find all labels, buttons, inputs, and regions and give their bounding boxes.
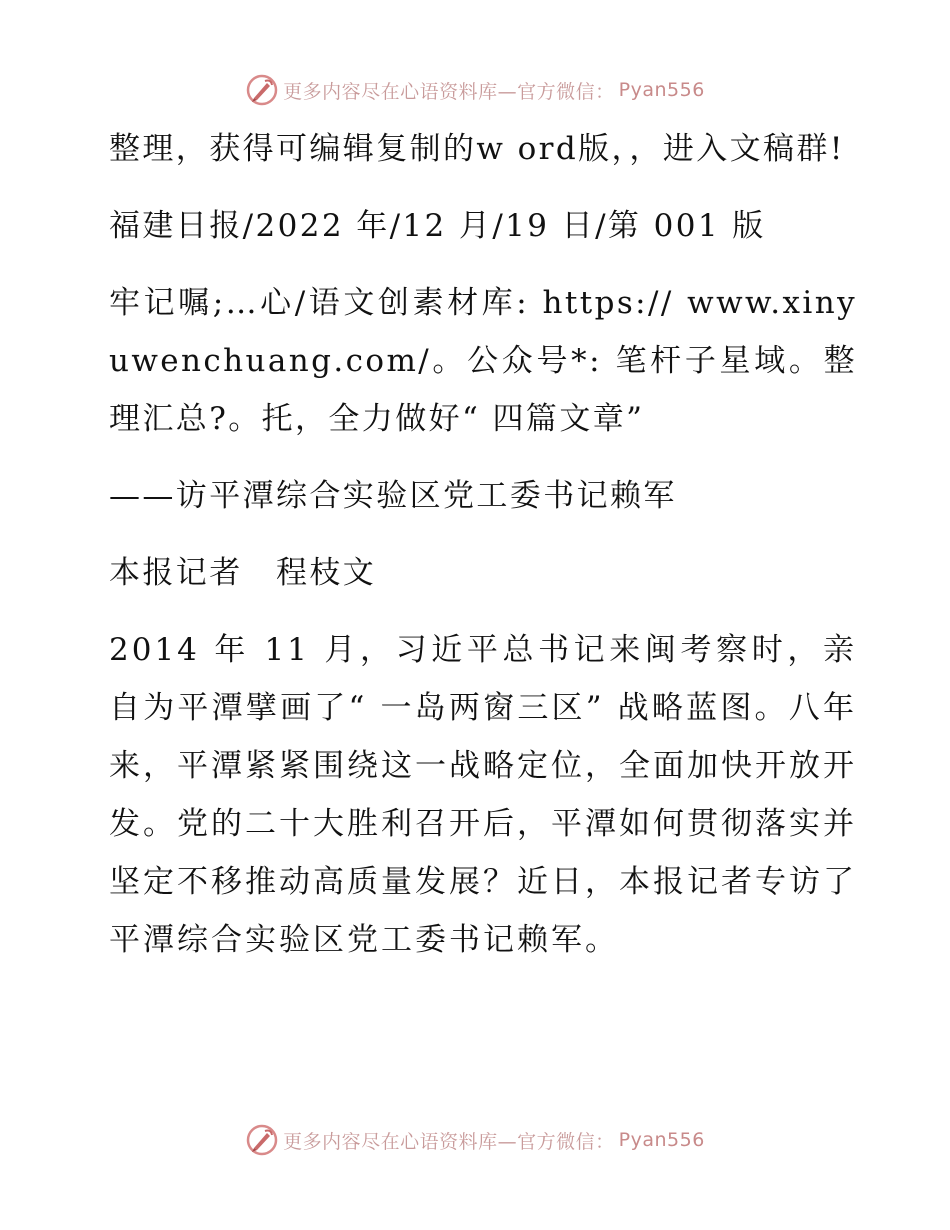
- header-watermark: [0, 70, 950, 110]
- pen-quill-logo-icon: [245, 1123, 279, 1157]
- watermark-wechat-id: Pyan556: [618, 79, 705, 101]
- watermark-wechat-id: Pyan556: [618, 1129, 705, 1151]
- document-body: [97, 120, 857, 988]
- paragraph-subtitle: ——访平潭综合实验区党工委书记赖军: [109, 478, 677, 514]
- paragraph-title: 牢记嘱;…心/语文创素材库: https:// www.xinyuwenchuang.com/。公众号*: 笔杆子星域。整理汇总?。托，全力做好“ 四篇文章”: [109, 285, 857, 437]
- paragraph-source-line: 福建日报/2022 年/12 月/19 日/第 001 版: [109, 208, 766, 244]
- paragraph-lead: 2014 年 11 月，习近平总书记来闽考察时，亲自为平潭擘画了“ 一岛两窗三区” 战略蓝图。八年来，平潭紧紧围绕这一战略定位，全面加快开放开发。党的二十大胜利召开后，平潭如何贯彻落实并坚定不移推动高质量发展？近日，本报记者专访了平潭综合实验区党工委书记赖军。: [109, 632, 857, 958]
- footer-watermark: [0, 1120, 950, 1160]
- watermark-text: 更多内容尽在心语资料库—官方微信：: [283, 80, 615, 103]
- watermark-text: 更多内容尽在心语资料库—官方微信：: [283, 1130, 615, 1153]
- paragraph-intro: 整理，获得可编辑复制的w ord版，，进入文稿群!: [109, 131, 845, 167]
- paragraph-byline: 本报记者 程枝文: [109, 555, 377, 591]
- pen-quill-logo-icon: [245, 73, 279, 107]
